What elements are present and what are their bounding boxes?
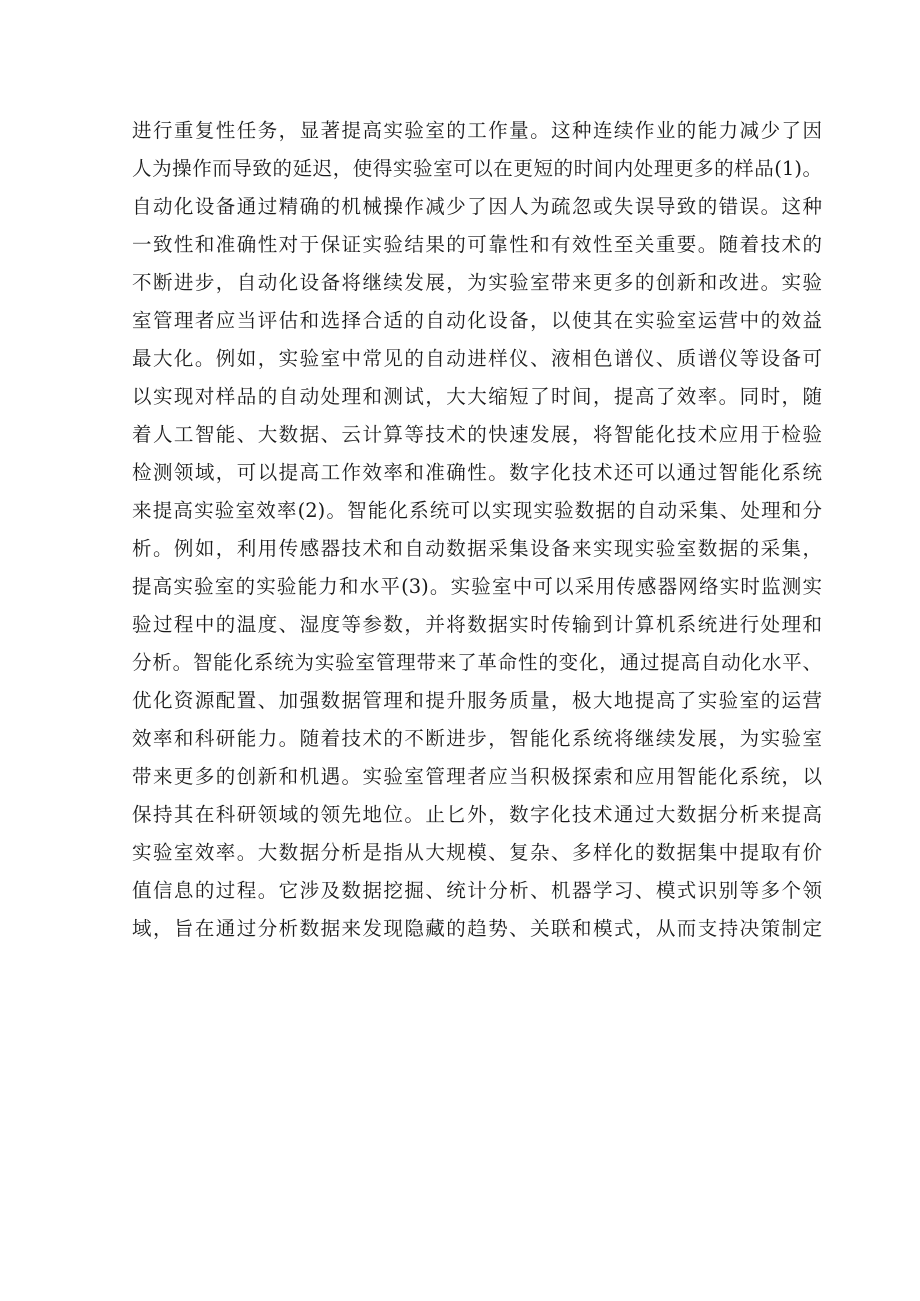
text-line: 人为操作而导致的延迟，使得实验室可以在更短的时间内处理更多的样品(1)。	[132, 157, 822, 180]
text-line: 值信息的过程。它涉及数据挖掘、统计分析、机器学习、模式识别等多个领	[132, 879, 822, 902]
text-line: 着人工智能、大数据、云计算等技术的快速发展，将智能化技术应用于检验	[132, 423, 822, 446]
body-paragraph	[132, 112, 832, 948]
text-line: 优化资源配置、加强数据管理和提升服务质量，极大地提高了实验室的运营	[132, 689, 822, 712]
text-line: 检测领域，可以提高工作效率和准确性。数字化技术还可以通过智能化系统	[132, 461, 822, 484]
text-line: 效率和科研能力。随着技术的不断进步，智能化系统将继续发展，为实验室	[132, 727, 822, 750]
text-line: 以实现对样品的自动处理和测试，大大缩短了时间，提高了效率。同时，随	[132, 385, 822, 408]
text-line: 室管理者应当评估和选择合适的自动化设备，以使其在实验室运营中的效益	[132, 309, 822, 332]
text-line: 来提高实验室效率(2)。智能化系统可以实现实验数据的自动采集、处理和分	[132, 499, 822, 522]
text-line: 分析。智能化系统为实验室管理带来了革命性的变化，通过提高自动化水平、	[132, 651, 822, 674]
text-line: 自动化设备通过精确的机械操作减少了因人为疏忽或失误导致的错误。这种	[132, 195, 822, 218]
text-line: 一致性和准确性对于保证实验结果的可靠性和有效性至关重要。随着技术的	[132, 233, 822, 256]
text-line: 验过程中的温度、湿度等参数，并将数据实时传输到计算机系统进行处理和	[132, 613, 822, 636]
text-line: 进行重复性任务，显著提高实验室的工作量。这种连续作业的能力减少了因	[132, 119, 822, 142]
text-line: 保持其在科研领域的领先地位。止匕外，数字化技术通过大数据分析来提高	[132, 803, 822, 826]
text-line: 最大化。例如，实验室中常见的自动进样仪、液相色谱仪、质谱仪等设备可	[132, 347, 822, 370]
text-line: 带来更多的创新和机遇。实验室管理者应当积极探索和应用智能化系统，以	[132, 765, 822, 788]
text-line: 域，旨在通过分析数据来发现隐藏的趋势、关联和模式，从而支持决策制定	[132, 917, 822, 940]
text-line: 实验室效率。大数据分析是指从大规模、复杂、多样化的数据集中提取有价	[132, 841, 822, 864]
text-line: 提高实验室的实验能力和水平(3)。实验室中可以采用传感器网络实时监测实	[132, 575, 822, 598]
text-line: 析。例如，利用传感器技术和自动数据采集设备来实现实验室数据的采集，	[132, 537, 822, 560]
text-line: 不断进步，自动化设备将继续发展，为实验室带来更多的创新和改进。实验	[132, 271, 822, 294]
